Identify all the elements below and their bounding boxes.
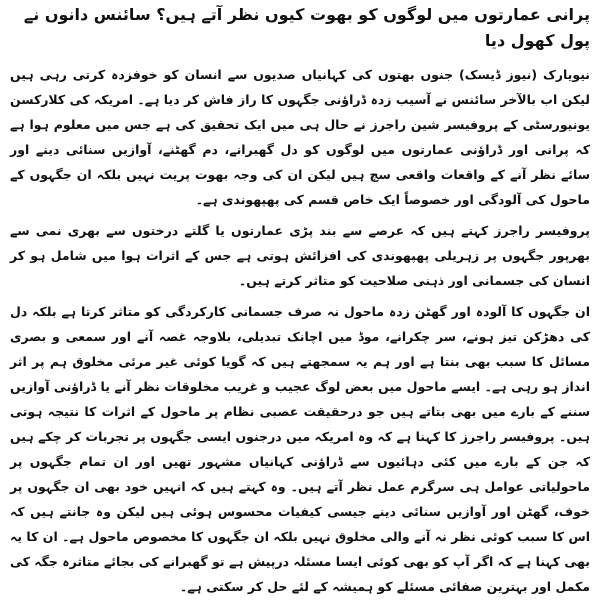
article-paragraph-2: پروفیسر راجرز کہتے ہیں کہ عرصے سے بند پڑی عمارتوں یا گلتے درختوں سے بھری نمی سے بھرپور جگہوں پر زہریلی پھپھوندی کی افزائش ہوتی ہے جس کے اثرات ہوا میں شامل ہو کر انسان کی جسمانی اور ذہنی صلاحیت کو متاثر کرتے ہیں۔ xyxy=(10,223,590,288)
article-paragraph-1: نیویارک (نیوز ڈیسک) جنوں بھتوں کی کہانیاں صدیوں سے انسان کو خوفزدہ کرتی رہی ہیں لیکن اب بالآخر سائنس نے آسیب زدہ ڈراؤنی جگہوں کا راز فاش کر دیا ہے۔ امریکہ کی کلارکسن یونیورسٹی کے پروفیسر شین راجرز نے حال ہی میں ایک تحقیق کی ہے جس میں معلوم ہوا ہے کہ پرانی اور ڈراؤنی عمارتوں میں لوگوں کو دل گھبرانے، دم گھٹنے، آوازیں سنائی دینے اور سائے نظر آنے کے واقعات واقعی سچ ہیں لیکن ان کی وجہ بھوت پریت نہیں بلکہ ان جگہوں کے ماحول کی آلودگی اور خصوصاً ایک خاص قسم کی پھپھوندی ہے۔ xyxy=(10,67,590,207)
article-paragraph-3: ان جگہوں کا آلودہ اور گھٹن زدہ ماحول نہ صرف جسمانی کارکردگی کو متاثر کرتا ہے بلکہ دل کی دھڑکن تیز ہونے، سر چکرانے، موڈ میں اچانک تبدیلی، بلاوجہ غصہ آنے اور سمعی و بصری مسائل کا سبب بھی بنتا ہے اور ہم یہ سمجھتے ہیں کہ گویا کوئی غیر مرئی مخلوق ہم پر اثر انداز ہو رہی ہے۔ ایسے ماحول میں بعض لوگ عجیب و غریب مخلوقات نظر آنے یا ڈراؤنی آوازیں سننے کے بارے میں بھی بتاتے ہیں جو درحقیقت عصبی نظام پر ماحول کے اثرات کا نتیجہ ہوتی ہیں۔ پروفیسر راجرز کا کہنا ہے کہ وہ امریکہ میں درجنوں ایسی جگہوں پر تجربات کر چکے ہیں کہ جن کے بارے میں کئی دہائیوں سے ڈراؤنی کہانیاں مشہور تھیں اور ان تمام جگہوں پر ماحولیاتی عوامل ہی سرگرم عمل نظر آتے ہیں۔ وہ کہتے ہیں کہ انہیں خود بھی ان جگہوں پر خوف، گھٹن اور آوازیں سنائی دینے جیسی کیفیات محسوس ہوئی ہیں لیکن وہ جانتے ہیں کہ اس کا سبب کوئی نظر نہ آنے والی مخلوق نہیں بلکہ ان جگہوں کا مخصوص ماحول ہے۔ ان کا یہ بھی کہنا ہے کہ اگر آپ کو بھی کوئی ایسا مسئلہ درپیش ہے تو گھبرانے کی بجائے متاثرہ جگہ کی مکمل اور بہترین صفائی مسئلے کو ہمیشہ کے لئے حل کر سکتی ہے۔ xyxy=(10,304,590,594)
article-headline: پرانی عمارتوں میں لوگوں کو بھوت کیوں نظر آتے ہیں؟ سائنس دانوں نے پول کھول دیا xyxy=(23,5,590,50)
